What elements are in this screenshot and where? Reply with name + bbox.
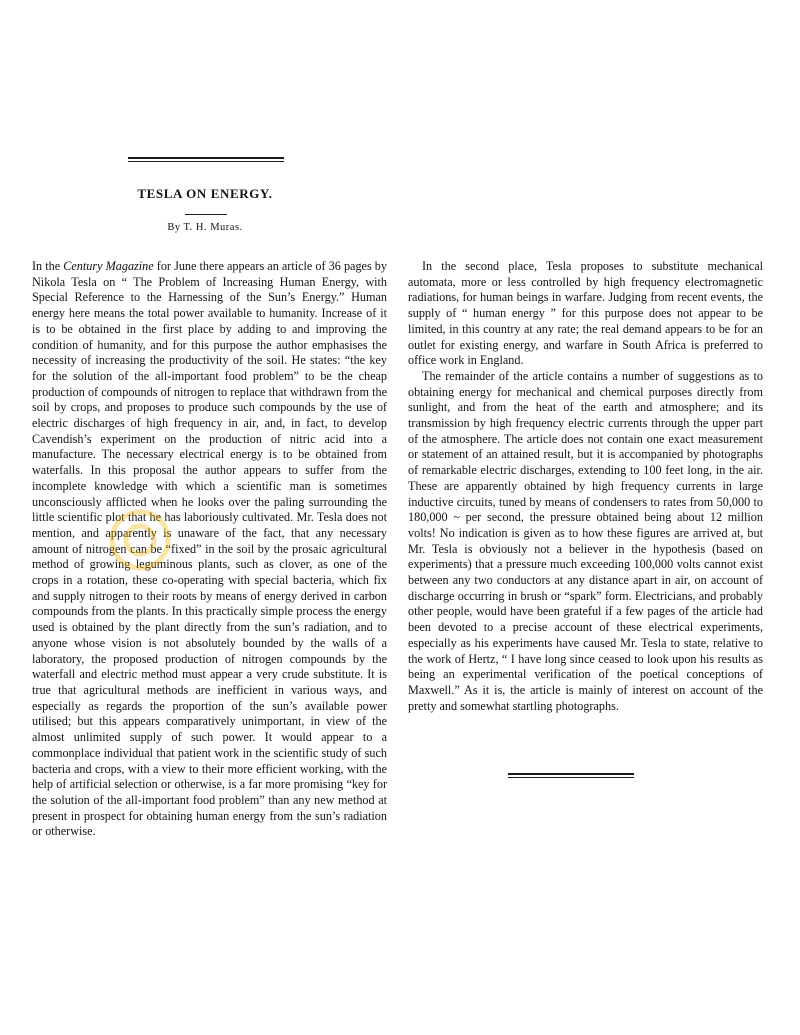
right-paragraph-2: The remainder of the article contains a number of suggestions as to obtaining energy for mechanical and chemical purposes directly from sunlight, and from the heat of the earth and atmosphere; and its transmission by high frequency electric currents through the upper part of the atmosphere. The article does not contain one exact measurement or statement of an attained result, but it is accompanied by photographs of remarkable electric discharges, extending to 100 feet long, in the air. These are apparently obtained by high frequency currents in large inductive circuits, tuned by means of condensers to rates from 50,000 to 180,000 ~ per second, the pressure obtained being about 12 million volts! No indication is given as to how these figures are arrived at, but Mr. Tesla is obviously not a believer in the hypothesis (based on experiments) that a pressure much exceeding 100,000 volts cannot exist between any two conductors at any distance apart in air, on account of discharge occurring in brush or “spark” form. Electricians, and probably other people, would have been grateful if a few pages of the article had been devoted to a precise account of these electrical experiments, especially as his experiments have caused Mr. Tesla to state, relative to the work of Hertz, “ I have long since ceased to look upon his results as being an experimental verification of the poetical conceptions of Maxwell.” As it is, the article is mainly of interest on account of the pretty and somewhat startling photographs. xyxy=(408,368,763,713)
left-column xyxy=(32,259,387,840)
left-paragraph-1 xyxy=(32,259,387,840)
left-paragraph-text: for June there appears an article of 36 pages by Nikola Tesla on “ The Problem of Increasing Human Energy, with Special Reference to the Harnessing of the Sun’s Energy.” Human energy here means the total power available to humanity. Increase of it is to be obtained in the first place by adding to and improving the condition of humanity, and for this purpose the author emphasises the necessity of increasing the productivity of the soil. He states: “the key for the solution of the all-important food problem” to be the cheap production of compounds of nitrogen to replace that withdrawn from the soil by crops, and proposes to produce such compounds by the use of electric discharges of high frequency in air, and, in fact, to develop Cavendish’s experiment on the production of nitric acid into a manufacture. The necessary electrical energy is to be obtained from waterfalls. In this proposal the author appears to suffer from the incomplete knowledge with which a scientific man is sometimes unconsciously afflicted when he looks over the paling surrounding the little scientific plot that he has laboriously cultivated. Mr. Tesla does not mention, and apparently is unaware of the fact, that any necessary amount of nitrogen can be “fixed” in the soil by the prosaic agricultural method of growing leguminous plants, such as clover, as one of the crops in a rotation, these co-operating with special bacteria, which fix and supply nitrogen to their roots by means of energy derived in carbon compounds from the plants. In this practically simple process the energy used is obtained by the plant directly from the sun’s radiation, and to anyone whose vision is not absolutely bounded by the walls of a laboratory, the proposed production of nitrogen compounds by the waterfall and electric method must appear a very crude substitute. It is true that agricultural methods are inefficient in various ways, and especially as regards the proportion of the sun’s available power utilised; but this appears comparatively unimportant, in view of the almost unlimited supply of such power. It would appear to a commonplace individual that patient work in the scientific study of such bacteria and crops, with a view to their more efficient working, with the help of artificial selection or otherwise, is a far more promising “key for the solution of the all-important food problem” than any new method at present in prospect for obtaining human energy from the sun’s radiation or otherwise. xyxy=(32,259,387,839)
bottom-rule xyxy=(508,773,634,778)
right-column xyxy=(408,259,763,714)
opening-word: In the xyxy=(32,259,61,273)
top-rule xyxy=(128,157,284,162)
article-title: TESLA ON ENERGY. xyxy=(137,186,273,201)
article-byline: By T. H. Muras. xyxy=(167,222,243,233)
title-rule xyxy=(185,214,227,215)
magazine-name: Century Magazine xyxy=(63,259,154,273)
right-paragraph-1: In the second place, Tesla proposes to substitute mechanical automata, more or less controlled by high frequency electromagnetic radiations, for human beings in warfare. Judging from recent events, the supply of “ human energy ” for this purpose does not appear to be limited, in this country at any rate; the real demand appears to be for an outlet for existing energy, and warfare in South Africa is preferred to office work in England. xyxy=(408,259,763,368)
